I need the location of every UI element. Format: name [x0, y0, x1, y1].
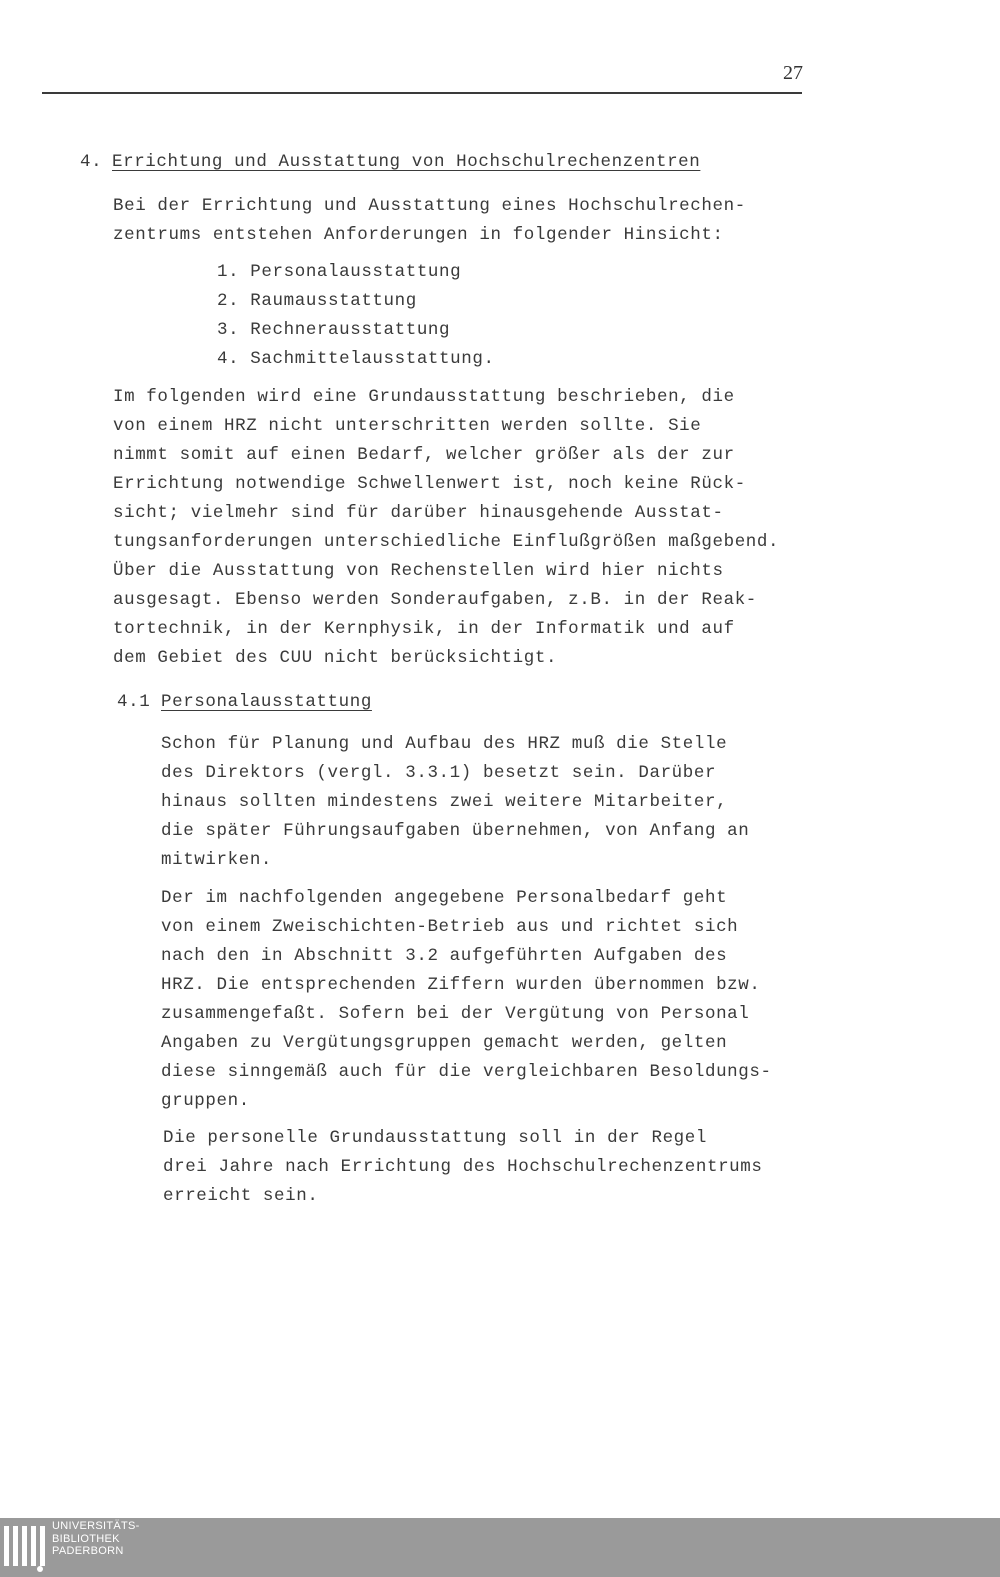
text-line: sicht; vielmehr sind für darüber hinausgehende Ausstat-: [113, 503, 724, 523]
list-item: 3. Rechnerausstattung: [217, 320, 451, 340]
text-line: nimmt somit auf einen Bedarf, welcher größer als der zur: [113, 445, 735, 465]
subsection-paragraph-1: [161, 730, 749, 875]
text-line: ausgesagt. Ebenso werden Sonderaufgaben, z.B. in der Reak-: [113, 590, 757, 610]
text-line: diese sinngemäß auch für die vergleichbaren Besoldungs-: [161, 1062, 772, 1082]
list-item: 4. Sachmittelausstattung.: [217, 349, 495, 369]
text-line: des Direktors (vergl. 3.3.1) besetzt sein. Darüber: [161, 763, 717, 783]
list-item: 2. Raumausstattung: [217, 291, 417, 311]
text-line: tortechnik, in der Kernphysik, in der Informatik und auf: [113, 619, 735, 639]
page-number: 27: [783, 62, 803, 84]
header-rule: [42, 92, 802, 94]
subsection-paragraph-3: [163, 1124, 763, 1211]
text-line: tungsanforderungen unterschiedliche Einflußgrößen maßgebend.: [113, 532, 780, 552]
library-logo-icon: [4, 1526, 45, 1566]
text-line: Bei der Errichtung und Ausstattung eines Hochschulrechen-: [113, 196, 746, 216]
requirements-list: [217, 258, 495, 374]
text-line: nach den in Abschnitt 3.2 aufgeführten Aufgaben des: [161, 946, 728, 966]
section-number: 4.: [80, 152, 103, 172]
text-line: Schon für Planung und Aufbau des HRZ muß die Stelle: [161, 734, 728, 754]
text-line: Die personelle Grundausstattung soll in der Regel: [163, 1128, 707, 1148]
subsection-paragraph-2: [161, 884, 772, 1116]
list-item: 1. Personalausstattung: [217, 262, 462, 282]
text-line: Über die Ausstattung von Rechenstellen wird hier nichts: [113, 561, 724, 581]
main-paragraph: [113, 383, 779, 673]
section-title: Errichtung und Ausstattung von Hochschulrechenzentren: [112, 152, 701, 172]
logo-line: UNIVERSITÄTS-: [52, 1520, 140, 1532]
logo-line: PADERBORN: [52, 1545, 124, 1557]
text-line: Errichtung notwendige Schwellenwert ist, noch keine Rück-: [113, 474, 746, 494]
subsection-number: 4.1: [117, 692, 151, 712]
text-line: zentrums entstehen Anforderungen in folgender Hinsicht:: [113, 225, 724, 245]
text-line: HRZ. Die entsprechenden Ziffern wurden übernommen bzw.: [161, 975, 761, 995]
library-footer-bar: [0, 1518, 1000, 1577]
text-line: drei Jahre nach Errichtung des Hochschulrechenzentrums: [163, 1157, 763, 1177]
text-line: die später Führungsaufgaben übernehmen, von Anfang an: [161, 821, 750, 841]
text-line: gruppen.: [161, 1091, 250, 1111]
text-line: mitwirken.: [161, 850, 273, 870]
text-line: von einem HRZ nicht unterschritten werden sollte. Sie: [113, 416, 702, 436]
library-logo-text: [52, 1520, 140, 1558]
text-line: von einem Zweischichten-Betrieb aus und richtet sich: [161, 917, 739, 937]
text-line: Im folgenden wird eine Grundausstattung beschrieben, die: [113, 387, 735, 407]
text-line: erreicht sein.: [163, 1186, 319, 1206]
intro-paragraph: [113, 192, 746, 250]
text-line: dem Gebiet des CUU nicht berücksichtigt.: [113, 648, 558, 668]
text-line: hinaus sollten mindestens zwei weitere Mitarbeiter,: [161, 792, 728, 812]
text-line: Angaben zu Vergütungsgruppen gemacht werden, gelten: [161, 1033, 728, 1053]
text-line: zusammengefaßt. Sofern bei der Vergütung von Personal: [161, 1004, 750, 1024]
logo-dot-icon: [37, 1566, 43, 1572]
subsection-title: Personalausstattung: [161, 692, 372, 712]
logo-line: BIBLIOTHEK: [52, 1532, 120, 1545]
text-line: Der im nachfolgenden angegebene Personalbedarf geht: [161, 888, 728, 908]
